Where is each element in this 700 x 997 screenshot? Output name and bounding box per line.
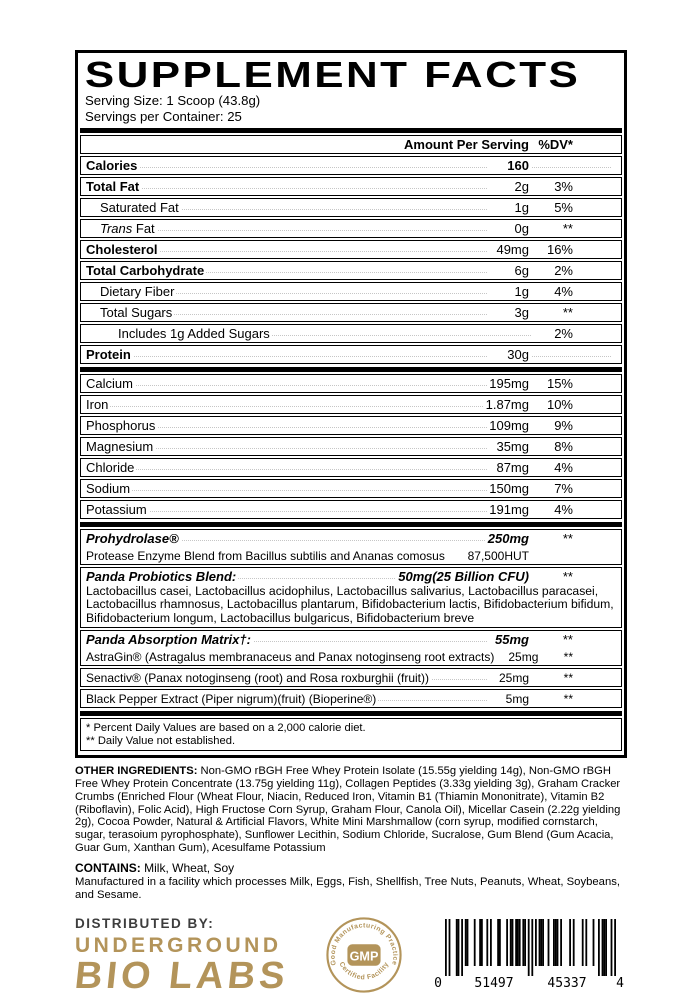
nutrient-name: Total Carbohydrate (81, 264, 206, 278)
other-ingredients-heading: OTHER INGREDIENTS: (75, 765, 198, 778)
contains-statement (75, 861, 627, 875)
blend-dv: ** (531, 532, 621, 546)
nutrient-name: Cholesterol (81, 243, 160, 257)
barcode-digit-last: 4 (616, 976, 624, 991)
gmp-top-text: Good Manufacturing Practice (329, 922, 399, 967)
servings-per-container: Servings per Container: 25 (85, 109, 242, 124)
barcode-digits-left: 51497 (474, 976, 514, 991)
nutrient-amount: 49mg (487, 243, 531, 257)
mineral-row-sodium (80, 479, 622, 498)
serving-size: Serving Size: 1 Scoop (43.8g) (85, 93, 261, 108)
mineral-row-iron (80, 395, 622, 414)
mineral-row-chloride (80, 458, 622, 477)
barcode-digit-first: 0 (434, 976, 442, 991)
footnote-not-established: ** Daily Value not established. (86, 734, 236, 747)
nutrient-name: Protein (81, 348, 133, 362)
nutrient-dv: 15% (531, 377, 621, 391)
distributor-block (72, 916, 313, 997)
supplement-facts-panel (75, 50, 627, 758)
nutrient-dv: 2% (531, 264, 621, 278)
other-ingredients (75, 765, 627, 854)
nutrient-dv: 4% (531, 503, 621, 517)
gmp-seal (325, 916, 403, 994)
facility-note: Manufactured in a facility which processes Milk, Eggs, Fish, Shellfish, Tree Nuts, Peanuts, Wheat, Soybeans, and Sesame. (75, 876, 621, 902)
nutrient-dv: 2% (531, 327, 621, 341)
nutrient-dv: 8% (531, 440, 621, 454)
section-divider (80, 711, 622, 716)
nutrient-dv: ** (531, 306, 621, 320)
section-divider (80, 367, 622, 372)
barcode-digits-right: 45337 (547, 976, 587, 991)
nutrient-name: Chloride (81, 461, 136, 475)
barcode-bars (445, 919, 616, 976)
dv-header: %DV* (531, 138, 621, 152)
nutrient-amount: 87mg (487, 461, 531, 475)
nutrient-amount: 150mg (487, 482, 531, 496)
blend-name: Prohydrolase® (81, 532, 181, 546)
blend-row-probiotics (80, 567, 622, 628)
nutrient-row-protein (80, 345, 622, 364)
blend-amount: 50mg(25 Billion CFU) (398, 568, 529, 584)
blend-amount: 250mg (487, 530, 529, 546)
nutrient-dv: 4% (531, 285, 621, 299)
nutrient-name: Potassium (81, 503, 149, 517)
mineral-row-potassium (80, 500, 622, 519)
blend-detail (81, 547, 621, 564)
nutrient-amount: 160 (487, 159, 531, 173)
blend-detail (81, 648, 621, 665)
gmp-center-text: GMP (349, 949, 379, 964)
nutrient-name: Dietary Fiber (81, 285, 176, 299)
footer (72, 916, 627, 997)
ingredient-dv: ** (540, 650, 621, 664)
mineral-row-calcium (80, 374, 622, 393)
blend-amount: 55mg (487, 633, 531, 647)
section-divider (80, 522, 622, 527)
ingredient-amount: 25mg (487, 671, 531, 685)
nutrient-name: Calcium (81, 377, 135, 391)
other-ingredients-text: Non-GMO rBGH Free Whey Protein Isolate (15.55g yielding 14g), Non-GMO rBGH Free Whey Protein Concentrate (13.75g yielding 11g), Collagen Peptides (3.33g yielding 3g), Graham Cracker Crumbs (Enriched Flour (Wheat Flour, Niacin, Reduced Iron, Vitamin B1 (Thiamin Mononitrate), Vitamin B2 (Riboflavin), Folic Acid), High Fructose Corn Syrup, Graham Flour, Canola Oil), Micellar Casein (2.22g yielding 2g), Cocoa Powder, Natural & Artificial Flavors, White Mini Marshmallow (corn syrup, modified cornstarch, sugar, terasoium pyrophosphate), Sunflower Lecithin, Sodium Chloride, Sucralose, Gum Blend (Gum Acacia, Guar Gum, Xanthan Gum), Acesulfame Potassium (75, 765, 621, 854)
nutrient-row-saturated-fat (80, 198, 622, 217)
contains-text: Milk, Wheat, Soy (140, 861, 235, 876)
nutrient-dv: 5% (531, 201, 621, 215)
gmp-bottom-text: Certified Facility (337, 961, 391, 982)
blend-row-prohydrolase (80, 529, 622, 565)
nutrient-name: Iron (81, 398, 110, 412)
ingredient-amount: 5mg (487, 692, 531, 706)
blend-dv: ** (531, 570, 621, 584)
ingredient-dv: ** (531, 671, 621, 685)
nutrient-name: Total Sugars (81, 306, 174, 320)
nutrient-amount: 109mg (487, 419, 531, 433)
nutrient-name: Calories (81, 159, 139, 173)
nutrient-dv: 3% (531, 180, 621, 194)
blend-head (81, 631, 621, 648)
ingredient-amount: 25mg (496, 650, 540, 664)
nutrient-dv: 7% (531, 482, 621, 496)
trans-italic: Trans (100, 220, 133, 236)
ingredient-dv: ** (531, 692, 621, 706)
nutrient-name: Magnesium (81, 440, 155, 454)
nutrient-name (81, 222, 157, 236)
blend-name: Panda Probiotics Blend: (81, 570, 238, 584)
nutrient-row-calories (80, 156, 622, 175)
nutrient-dv: 10% (531, 398, 621, 412)
ingredient-name: Senactiv® (Panax notoginseng (root) and Rosa roxburghii (fruit)) (81, 671, 431, 685)
nutrient-dv: 16% (531, 243, 621, 257)
footnote-dv: * Percent Daily Values are based on a 2,000 calorie diet. (86, 722, 366, 735)
brand-bio-labs: BIO LABS (72, 955, 291, 997)
blend-dv: ** (531, 633, 621, 647)
nutrient-name: Total Fat (81, 180, 141, 194)
panel-title: SUPPLEMENT FACTS (84, 54, 581, 95)
nutrient-amount: 0g (487, 222, 531, 236)
nutrient-row-total-sugars (80, 303, 622, 322)
nutrient-dv: 9% (531, 419, 621, 433)
nutrient-row-trans-fat (80, 219, 622, 238)
nutrient-amount: 35mg (487, 440, 531, 454)
nutrient-row-total-fat (80, 177, 622, 196)
mineral-row-phosphorus (80, 416, 622, 435)
nutrient-name: Sodium (81, 482, 132, 496)
blend-row-absorption-matrix (80, 630, 622, 666)
nutrient-row-added-sugars (80, 324, 622, 343)
nutrient-amount: 1g (487, 201, 531, 215)
upc-barcode (431, 918, 627, 990)
ingredient-name: AstraGin® (Astragalus membranaceus and Panax notoginseng root extracts) (81, 650, 496, 664)
nutrient-amount: 191mg (487, 503, 531, 517)
nutrient-amount: 6g (487, 264, 531, 278)
nutrient-name: Phosphorus (81, 419, 157, 433)
nutrient-name: Includes 1g Added Sugars (81, 327, 272, 341)
nutrient-row-dietary-fiber (80, 282, 622, 301)
ingredient-name: Black Pepper Extract (Piper nigrum)(fruit) (Bioperine®) (81, 692, 378, 706)
nutrient-row-total-carbohydrate (80, 261, 622, 280)
blend-head (81, 530, 621, 547)
ingredient-row-senactiv (80, 668, 622, 687)
nutrient-dv: 4% (531, 461, 621, 475)
distributed-by-label: DISTRIBUTED BY: (75, 916, 215, 932)
nutrient-amount: 195mg (487, 377, 531, 391)
blend-desc-amount: 87,500HUT (467, 548, 529, 563)
nutrient-dv: ** (531, 222, 621, 236)
trans-rest: Fat (132, 220, 155, 236)
mineral-row-magnesium (80, 437, 622, 456)
nutrient-amount: 30g (487, 348, 531, 362)
contains-heading: CONTAINS: (75, 861, 141, 876)
footnotes-box (80, 718, 622, 751)
ingredient-row-black-pepper (80, 689, 622, 708)
column-header-row (80, 135, 622, 154)
blend-head (81, 568, 621, 585)
nutrient-name: Saturated Fat (81, 201, 181, 215)
blend-ingredient-list: Lactobacillus casei, Lactobacillus acidophilus, Lactobacillus salivarius, Lactobacillus paracasei, Lactobacillus rhamnosus, Lactobacillus plantarum, Bifidobacterium lactis, Bifidobacterium bifidum, Bifidobacterium longum, Lactobacillus bulgaricus, Bifidobacterium breve (81, 585, 621, 627)
brand-underground: UNDERGROUND (75, 934, 282, 958)
section-divider (80, 128, 622, 133)
nutrient-amount: 1.87mg (485, 396, 529, 412)
amount-per-serving-header: Amount Per Serving (404, 136, 529, 152)
nutrient-amount: 3g (487, 306, 531, 320)
nutrient-amount: 1g (487, 285, 531, 299)
nutrient-amount: 2g (487, 180, 531, 194)
nutrient-row-cholesterol (80, 240, 622, 259)
blend-desc: Protease Enzyme Blend from Bacillus subtilis and Ananas comosus (81, 549, 447, 563)
blend-name: Panda Absorption Matrix†: (81, 633, 253, 647)
